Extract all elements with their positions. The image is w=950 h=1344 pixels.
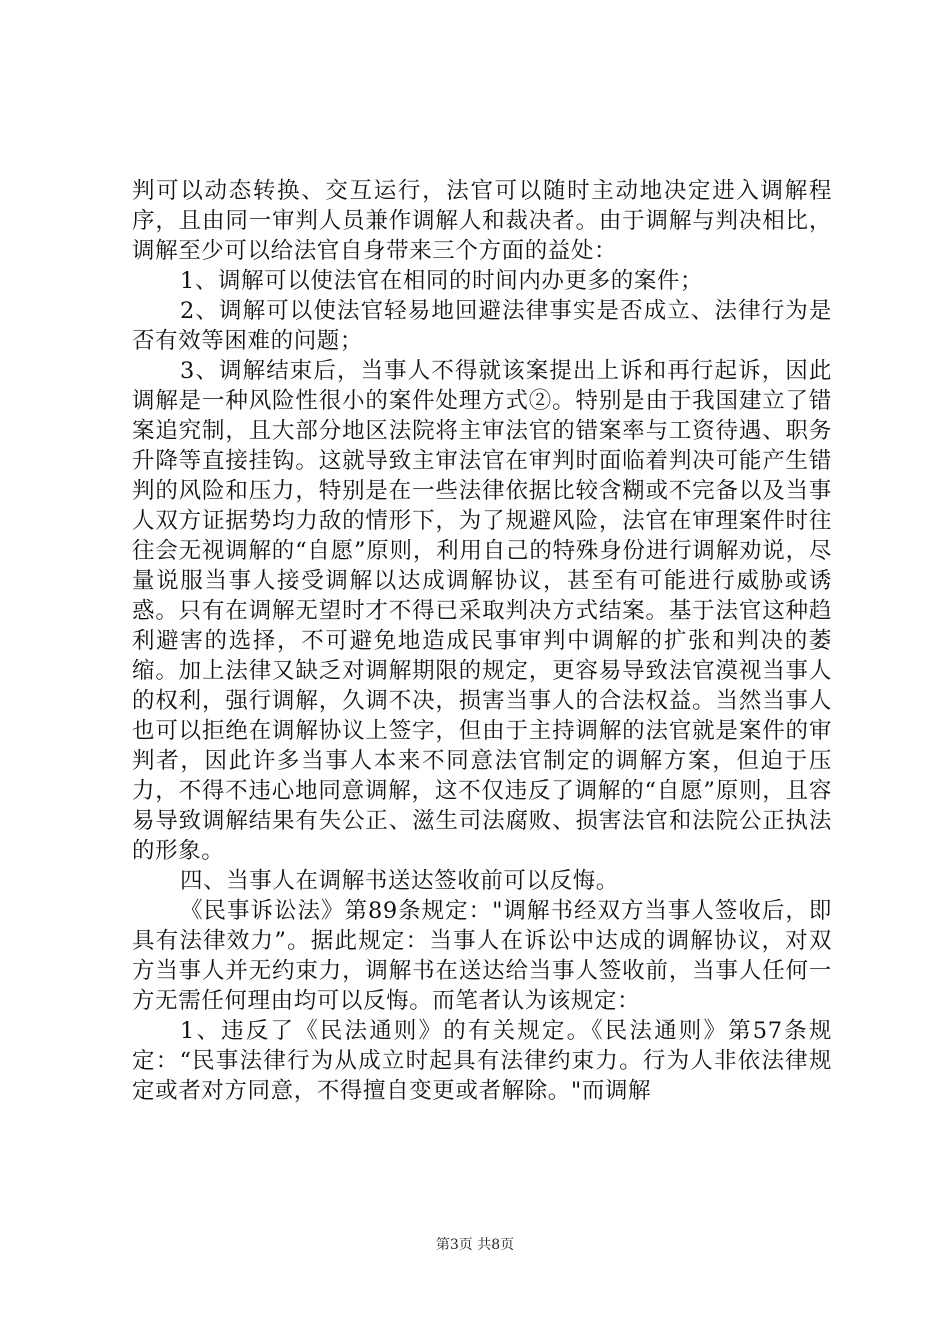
paragraph-continuation: 判可以动态转换、交互运行，法官可以随时主动地决定进入调解程序，且由同一审判人员兼作调解人和裁决者。由于调解与判决相比，调解至少可以给法官自身带来三个方面的益处： xyxy=(132,178,832,264)
paragraph-article-89: 《民事诉讼法》第89条规定："调解书经双方当事人签收后，即具有法律效力”。据此规定：当事人在诉讼中达成的调解协议，对双方当事人并无约束力，调解书在送达给当事人签收前，当事人任何一方无需任何理由均可以反悔。而笔者认为该规定： xyxy=(132,898,832,1014)
section-heading-4: 四、当事人在调解书送达签收前可以反悔。 xyxy=(180,868,619,894)
paragraph-benefit-2: 2、调解可以使法官轻易地回避法律事实是否成立、法律行为是否有效等困难的问题； xyxy=(132,298,832,354)
paragraph-benefit-1: 1、调解可以使法官在相同的时间内办更多的案件； xyxy=(180,268,704,294)
body-text xyxy=(132,176,832,1106)
paragraph-article-57: 1、违反了《民法通则》的有关规定。《民法通则》第57条规定：“民事法律行为从成立时起具有法律约束力。行为人非依法律规定或者对方同意，不得擅自变更或者解除。"而调解 xyxy=(132,1018,832,1104)
paragraph-benefit-3: 3、调解结束后，当事人不得就该案提出上诉和再行起诉，因此调解是一种风险性很小的案件处理方式②。特别是由于我国建立了错案追究制，且大部分地区法院将主审法官的错案率与工资待遇、职务升降等直接挂钩。这就导致主审法官在审判时面临着判决可能产生错判的风险和压力，特别是在一些法律依据比较含糊或不完备以及当事人双方证据势均力敌的情形下，为了规避风险，法官在审理案件时往往会无视调解的“自愿”原则，利用自己的特殊身份进行调解劝说，尽量说服当事人接受调解以达成调解协议，甚至有可能进行威胁或诱惑。只有在调解无望时才不得已采取判决方式结案。基于法官这种趋利避害的选择，不可避免地造成民事审判中调解的扩张和判决的萎缩。加上法律又缺乏对调解期限的规定，更容易导致法官漠视当事人的权利，强行调解，久调不决，损害当事人的合法权益。当然当事人也可以拒绝在调解协议上签字，但由于主持调解的法官就是案件的审判者，因此许多当事人本来不同意法官制定的调解方案，但迫于压力，不得不违心地同意调解，这不仅违反了调解的“自愿”原则，且容易导致调解结果有失公正、滋生司法腐败、损害法官和法院公正执法的形象。 xyxy=(132,358,832,864)
page-footer: 第3页 共8页 xyxy=(435,1237,515,1253)
